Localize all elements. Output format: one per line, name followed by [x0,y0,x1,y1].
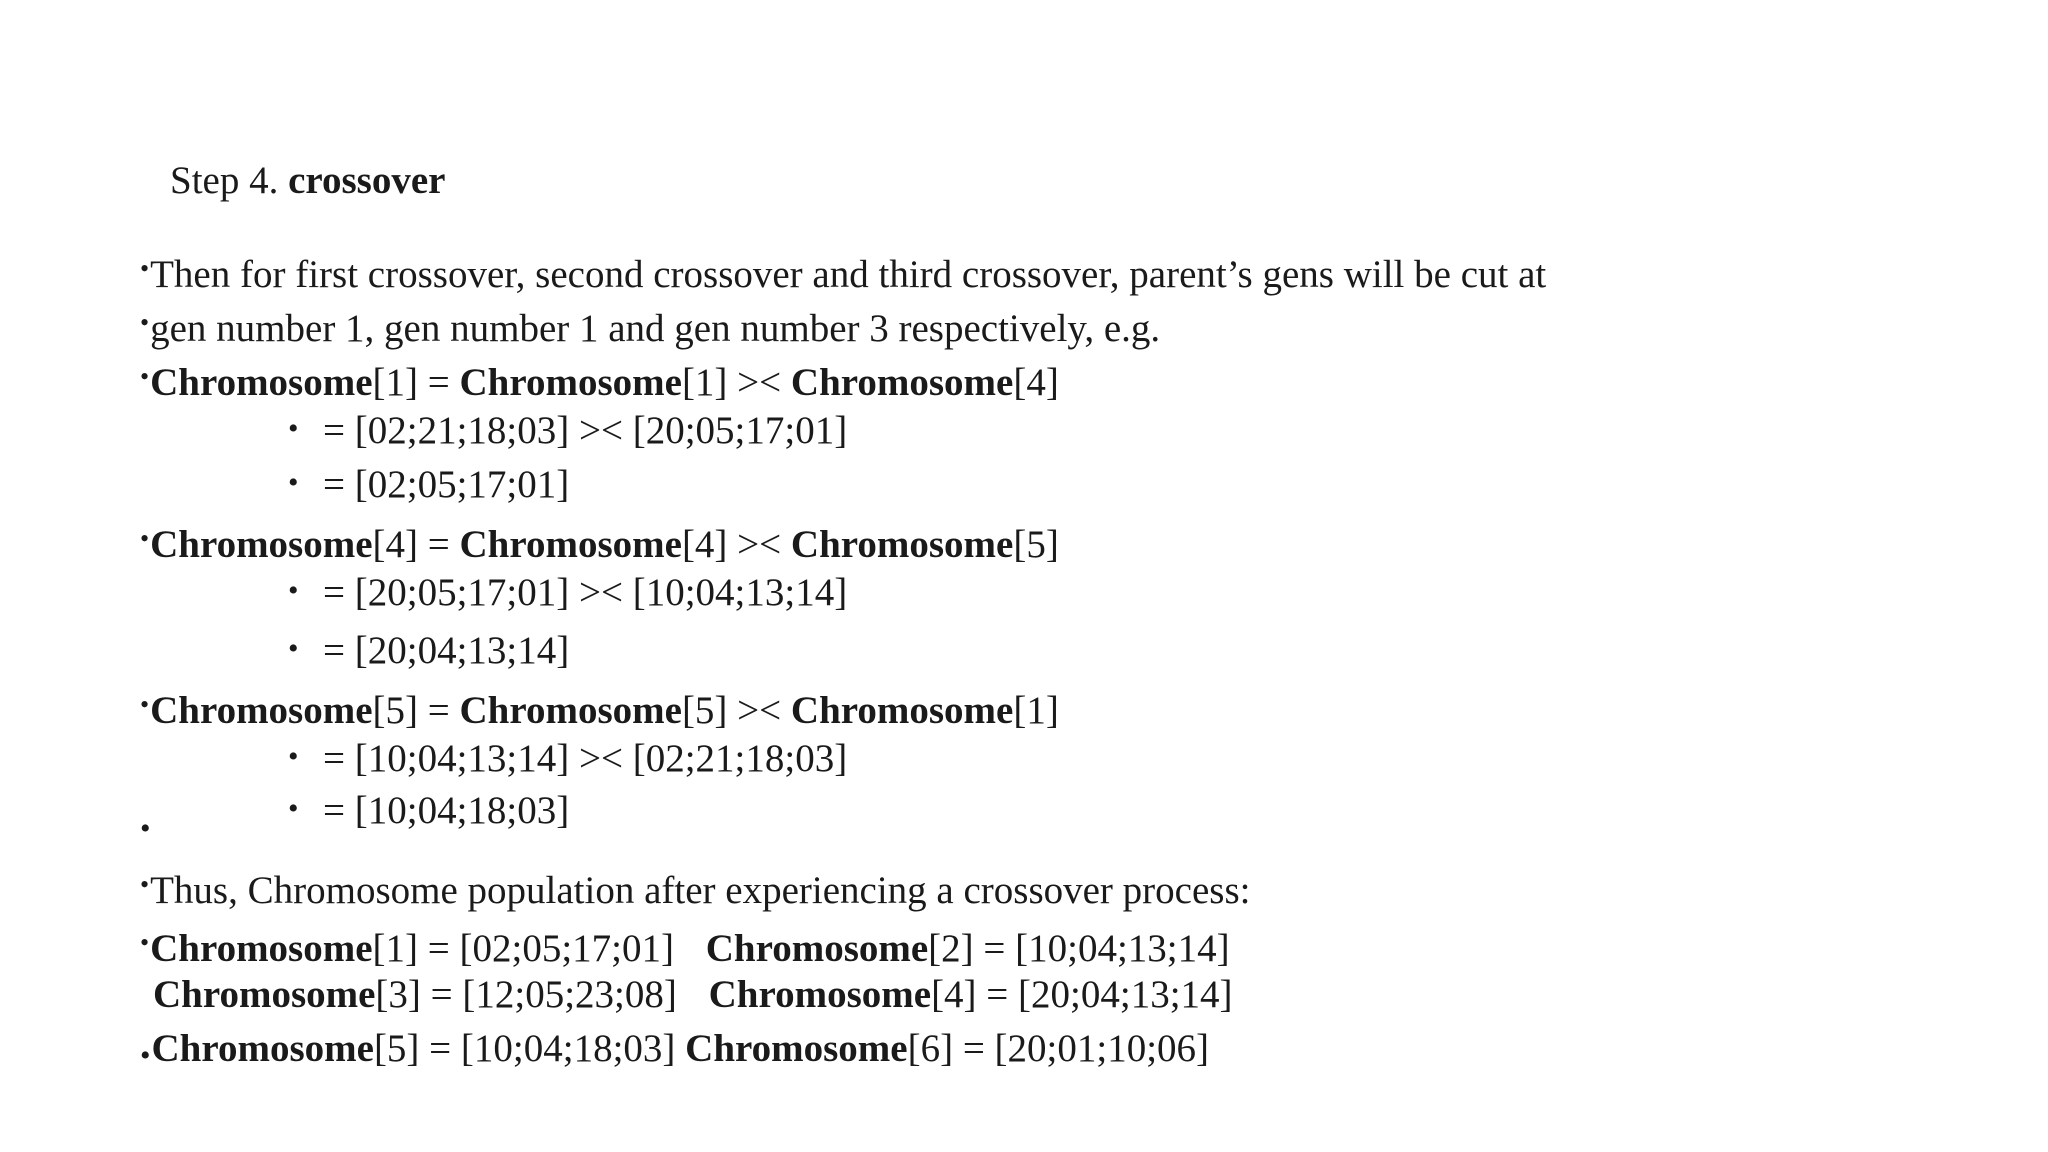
bullet-icon: • [140,308,150,337]
operation-1-result: = [02;05;17;01] [323,463,570,506]
sub-bullet-icon: • [288,632,299,665]
operation-1: •Chromosome[1] = Chromosome[1] >< Chromosome[4] [140,361,1059,404]
operation-3: •Chromosome[5] = Chromosome[5] >< Chromosome[1] [140,689,1059,732]
sub-bullet-icon: • [288,412,299,445]
bullet-icon: • [140,524,150,553]
step-title: crossover [288,159,446,202]
bullet-icon: • [140,362,150,391]
operation-3-result: = [10;04;18;03] [323,789,570,832]
step-heading [170,158,445,204]
bullet-icon: • [140,928,150,957]
operation-2: •Chromosome[4] = Chromosome[4] >< Chromosome[5] [140,523,1059,566]
operation-1-step-1: = [02;21;18;03] >< [20;05;17;01] [323,409,848,452]
bullet-icon: • [140,254,150,283]
intro-line-1: •Then for first crossover, second crossover and third crossover, parent’s gens will be cut at [140,253,1547,296]
bullet-icon: • [140,1039,151,1072]
intro-line-2: •gen number 1, gen number 1 and gen number 3 respectively, e.g. [140,307,1161,350]
population-row-2: Chromosome[3] = [12;05;23;08] Chromosome[4] = [20;04;13;14] [153,973,1233,1016]
step-label: Step 4. [170,159,279,202]
population-row-1: •Chromosome[1] = [02;05;17;01] Chromosome[2] = [10;04;13;14] [140,927,1230,970]
bullet-icon: • [140,690,150,719]
sub-bullet-icon: • [288,792,299,825]
empty-bullet-icon: • [140,812,151,845]
operation-2-result: = [20;04;13;14] [323,629,570,672]
operation-3-step-1: = [10;04;13;14] >< [02;21;18;03] [323,737,848,780]
population-row-3: •Chromosome[5] = [10;04;18;03] Chromosome[6] = [20;01;10;06] [140,1027,1210,1072]
operation-2-step-1: = [20;05;17;01] >< [10;04;13;14] [323,571,848,614]
sub-bullet-icon: • [288,466,299,499]
conclusion-line: •Thus, Chromosome population after experiencing a crossover process: [140,869,1251,912]
bullet-icon: • [140,870,150,899]
sub-bullet-icon: • [288,740,299,773]
sub-bullet-icon: • [288,574,299,607]
